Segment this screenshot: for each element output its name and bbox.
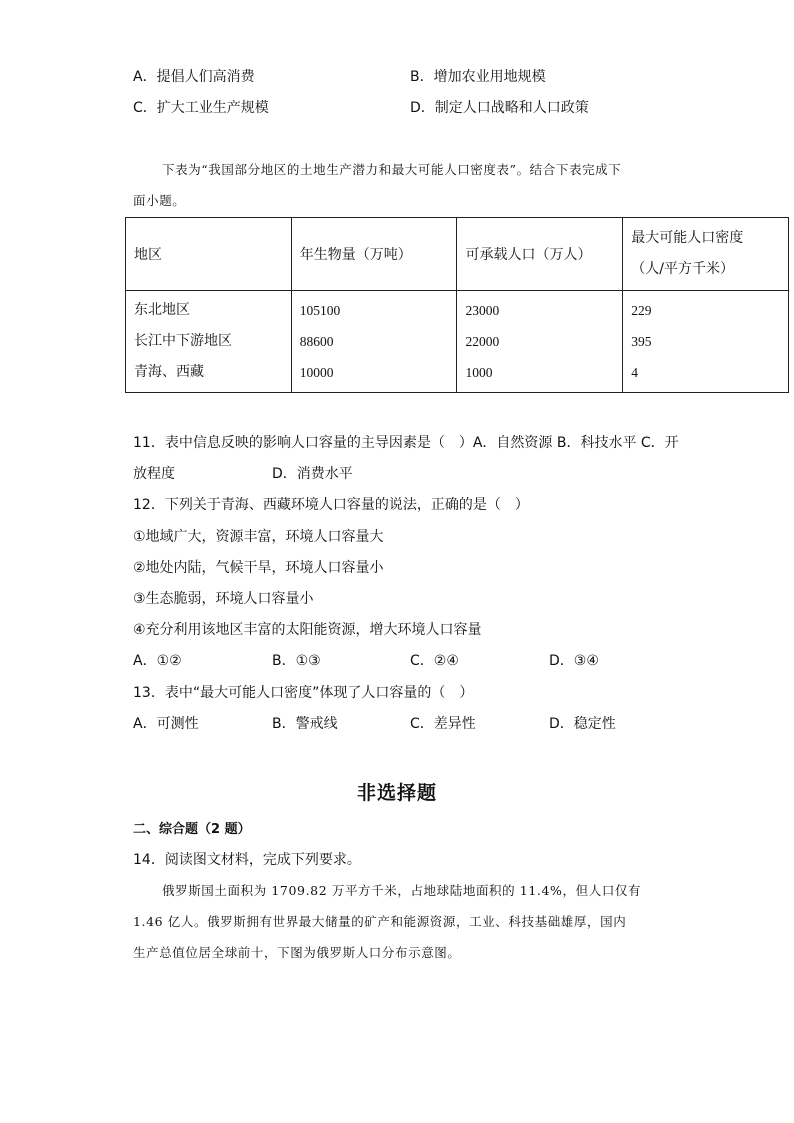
table-intro-line1: 下表为“我国部分地区的土地生产潜力和最大可能人口密度表”。结合下表完成下 — [162, 162, 622, 177]
table-cell: 长江中下游地区 — [134, 333, 232, 349]
q14-paragraph-line3: 生产总值位居全球前十，下图为俄罗斯人口分布示意图。 — [133, 945, 461, 960]
q13-option-d: D．稳定性 — [549, 716, 616, 732]
option-d-prev: D．制定人口战略和人口政策 — [410, 100, 589, 116]
population-capacity-table — [125, 217, 789, 393]
header-capacity: 可承载人口（万人） — [457, 218, 623, 291]
table-cell: 4 — [631, 365, 638, 380]
q13-stem: 13．表中“最大可能人口密度”体现了人口容量的（ ） — [133, 685, 474, 701]
region-column — [126, 291, 292, 393]
q12-option-d: D．③④ — [549, 653, 599, 669]
table-cell: 229 — [631, 303, 652, 318]
table-cell: 10000 — [299, 365, 334, 380]
header-biomass: 年生物量（万吨） — [291, 218, 457, 291]
q13-option-a: A．可测性 — [133, 716, 199, 732]
q11-option-d: D．消费水平 — [272, 466, 353, 482]
q12-item-1: ①地域广大，资源丰富，环境人口容量大 — [133, 529, 384, 545]
table-cell: 395 — [631, 334, 652, 349]
table-cell: 88600 — [299, 334, 334, 349]
q14-stem: 14．阅读图文材料，完成下列要求。 — [133, 852, 361, 868]
table-header-row — [126, 218, 789, 291]
table-cell: 23000 — [465, 303, 500, 318]
table-body-row — [126, 291, 789, 393]
header-density: 最大可能人口密度 （人/平方千米） — [623, 218, 789, 291]
q14-paragraph-line2: 1.46 亿人。俄罗斯拥有世界最大储量的矿产和能源资源，工业、科技基础雄厚，国内 — [133, 914, 627, 929]
table-intro-line2: 面小题。 — [133, 193, 186, 208]
q12-item-3: ③生态脆弱，环境人口容量小 — [133, 591, 314, 607]
option-c-prev: C．扩大工业生产规模 — [133, 100, 269, 116]
q11-stem: 11．表中信息反映的影响人口容量的主导因素是（ ）A．自然资源 B．科技水平 C．开 — [133, 435, 679, 451]
table-cell: 105100 — [299, 303, 341, 318]
table-cell: 1000 — [465, 365, 493, 380]
q12-option-b: B．①③ — [272, 653, 321, 669]
q12-item-2: ②地处内陆，气候干旱，环境人口容量小 — [133, 560, 384, 576]
q12-item-4: ④充分利用该地区丰富的太阳能资源，增大环境人口容量 — [133, 622, 482, 638]
q11-option-c-cont: 放程度 — [133, 466, 175, 482]
table-cell: 22000 — [465, 334, 500, 349]
section-title: 非选择题 — [356, 782, 437, 804]
table-cell: 青海、西藏 — [134, 364, 204, 380]
biomass-column — [291, 291, 457, 393]
density-column — [623, 291, 789, 393]
table-cell: 东北地区 — [134, 302, 190, 318]
option-b-prev: B．增加农业用地规模 — [410, 69, 546, 85]
q12-option-a: A．①② — [133, 653, 182, 669]
q13-option-c: C．差异性 — [410, 716, 476, 732]
section-subtitle: 二、综合题（2 题） — [133, 822, 251, 837]
q12-option-c: C．②④ — [410, 653, 459, 669]
q12-stem: 12．下列关于青海、西藏环境人口容量的说法，正确的是（ ） — [133, 497, 529, 513]
q13-option-b: B．警戒线 — [272, 716, 338, 732]
header-region: 地区 — [126, 218, 292, 291]
q14-paragraph-line1: 俄罗斯国土面积为 1709.82 万平方千米，占地球陆地面积的 11.4%，但人口仅有 — [162, 883, 642, 898]
capacity-column — [457, 291, 623, 393]
option-a-prev: A．提倡人们高消费 — [133, 69, 255, 85]
